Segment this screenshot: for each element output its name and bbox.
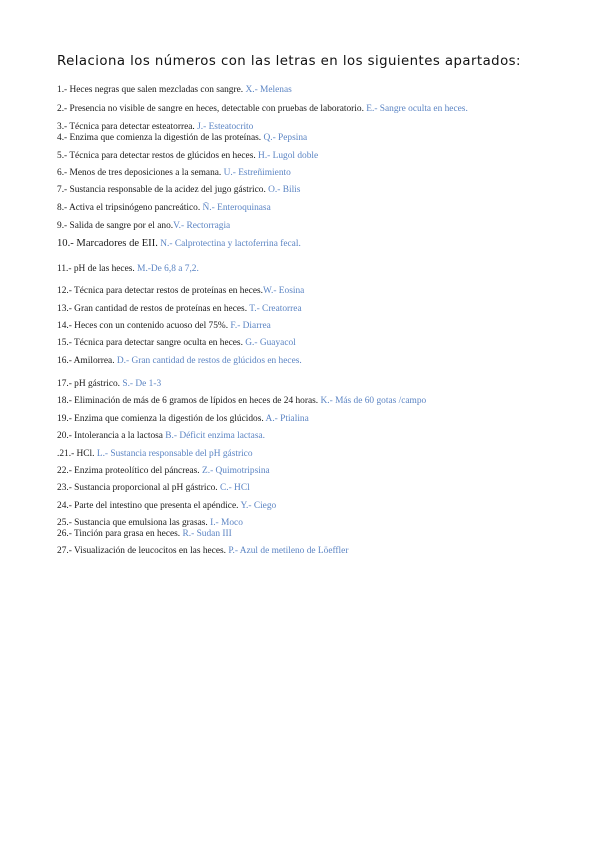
answer-text: M.-De 6,8 a 7,2. xyxy=(134,264,199,274)
answer-text: Q.- Pepsina xyxy=(261,133,308,143)
list-item xyxy=(57,133,307,144)
question-text: 10.- Marcadores de EII. xyxy=(57,238,158,249)
question-text: 12.- Técnica para detectar restos de proteínas en heces. xyxy=(57,286,263,296)
answer-text: E.- Sangre oculta en heces. xyxy=(363,104,468,114)
answer-text: P.- Azul de metileno de Löeffler xyxy=(226,546,349,556)
list-item xyxy=(57,264,199,275)
list-item xyxy=(57,168,291,179)
answer-text: H.- Lugol doble xyxy=(255,151,319,161)
list-item xyxy=(57,546,348,557)
list-item xyxy=(57,518,243,529)
list-item xyxy=(57,185,300,196)
question-text: 16.- Amilorrea. xyxy=(57,356,115,366)
list-item xyxy=(57,85,292,96)
question-text: 24.- Parte del intestino que presenta el apéndice. xyxy=(57,501,239,511)
list-item xyxy=(57,321,271,332)
question-text: 27.- Visualización de leucocitos en las heces. xyxy=(57,546,226,556)
question-text: 5.- Técnica para detectar restos de glúcidos en heces. xyxy=(57,151,256,161)
answer-text: G.- Guayacol xyxy=(242,338,296,348)
page-title: Relaciona los números con las letras en los siguientes apartados: xyxy=(57,54,521,69)
answer-text: O.- Bilis xyxy=(265,185,301,195)
answer-text: N.- Calprotectina y lactoferrina fecal. xyxy=(157,239,301,249)
list-item xyxy=(57,431,265,442)
question-text: 22.- Enzima proteolítico del páncreas. xyxy=(57,466,200,476)
answer-text: S.- De 1-3 xyxy=(120,379,162,389)
list-item xyxy=(57,104,468,115)
question-text: 25.- Sustancia que emulsiona las grasas. xyxy=(57,518,208,528)
list-item xyxy=(57,449,253,460)
list-item xyxy=(57,304,302,315)
list-item xyxy=(57,338,296,349)
list-item xyxy=(57,501,276,512)
list-item xyxy=(57,122,253,133)
answer-text: B.- Déficit enzima lactasa. xyxy=(162,431,265,441)
list-item xyxy=(57,286,304,297)
question-text: 17.- pH gástrico. xyxy=(57,379,121,389)
answer-text: D.- Gran cantidad de restos de glúcidos en heces. xyxy=(114,356,302,366)
list-item xyxy=(57,203,271,214)
question-text: 8.- Activa el tripsinógeno pancreático. xyxy=(57,203,201,213)
question-text: 9.- Salida de sangre por el ano. xyxy=(57,221,174,231)
question-text: 1.- Heces negras que salen mezcladas con sangre. xyxy=(57,85,244,95)
answer-text: V.- Rectorragia xyxy=(173,221,231,231)
list-item xyxy=(57,466,270,477)
answer-text: Ñ.- Enteroquinasa xyxy=(200,203,271,213)
question-text: 23.- Sustancia proporcional al pH gástrico. xyxy=(57,483,218,493)
list-item xyxy=(57,356,302,367)
question-text: 2.- Presencia no visible de sangre en heces, detectable con pruebas de laboratorio. xyxy=(57,104,364,114)
question-text: 18.- Eliminación de más de 6 gramos de lípidos en heces de 24 horas. xyxy=(57,396,319,406)
answer-text: J.- Esteatocrito xyxy=(194,122,254,132)
question-text: .21.- HCl. xyxy=(57,449,95,459)
list-item xyxy=(57,151,318,162)
question-text: 13.- Gran cantidad de restos de proteínas en heces. xyxy=(57,304,248,314)
question-text: 19.- Enzima que comienza la digestión de los glúcidos. xyxy=(57,414,264,424)
question-text: 15.- Técnica para detectar sangre oculta en heces. xyxy=(57,338,243,348)
answer-text: F.- Diarrea xyxy=(228,321,271,331)
question-text: 6.- Menos de tres deposiciones a la semana. xyxy=(57,168,222,178)
answer-text: Y.- Ciego xyxy=(238,501,277,511)
question-text: 26.- Tinción para grasa en heces. xyxy=(57,529,181,539)
question-text: 11.- pH de las heces. xyxy=(57,264,135,274)
question-text: 7.- Sustancia responsable de la acidez del jugo gástrico. xyxy=(57,185,266,195)
list-item xyxy=(57,396,426,407)
answer-text: Z.- Quimotripsina xyxy=(199,466,270,476)
list-item xyxy=(57,414,309,425)
answer-text: I.- Moco xyxy=(207,518,243,528)
answer-text: L.- Sustancia responsable del pH gástrico xyxy=(94,449,253,459)
question-text: 4.- Enzima que comienza la digestión de las proteínas. xyxy=(57,133,262,143)
answer-text: U.- Estreñimiento xyxy=(221,168,291,178)
answer-text: X.- Melenas xyxy=(243,85,292,95)
list-item xyxy=(57,238,301,250)
question-text: 3.- Técnica para detectar esteatorrea. xyxy=(57,122,195,132)
list-item xyxy=(57,529,232,540)
list-item xyxy=(57,221,230,232)
answer-text: R.- Sudan III xyxy=(180,529,232,539)
answer-text: T.- Creatorrea xyxy=(247,304,302,314)
answer-text: A.- Ptialina xyxy=(263,414,309,424)
question-text: 14.- Heces con un contenido acuoso del 75%. xyxy=(57,321,229,331)
answer-text: W.- Eosina xyxy=(262,286,305,296)
answer-text: K.- Más de 60 gotas /campo xyxy=(318,396,427,406)
answer-text: C.- HCl xyxy=(217,483,250,493)
list-item xyxy=(57,379,161,390)
question-text: 20.- Intolerancia a la lactosa xyxy=(57,431,163,441)
list-item xyxy=(57,483,250,494)
